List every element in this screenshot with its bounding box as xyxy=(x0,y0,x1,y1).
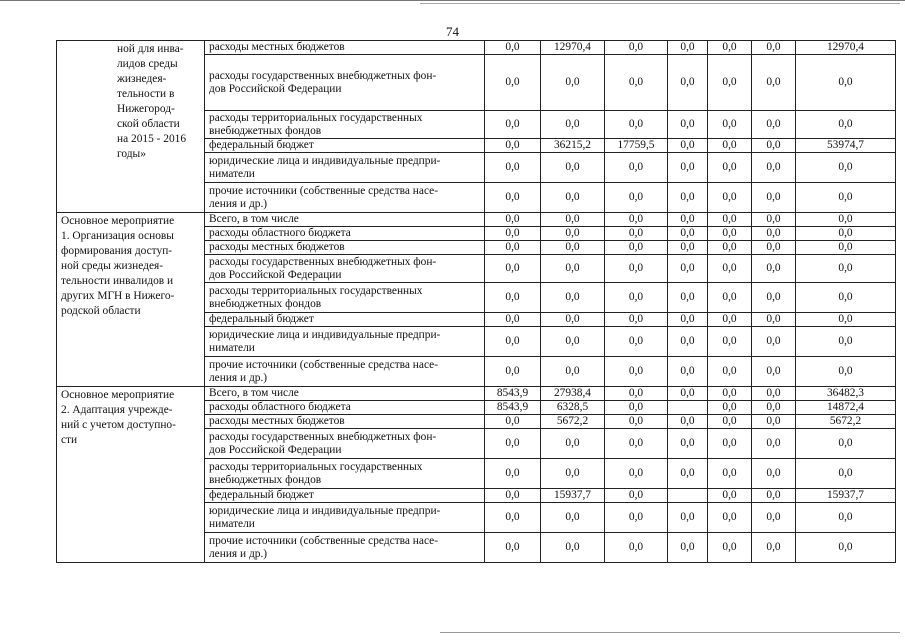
amount-cell: 0,0 xyxy=(605,387,668,401)
amount-cell: 0,0 xyxy=(708,213,752,227)
amount-cell: 0,0 xyxy=(752,227,796,241)
amount-cell: 0,0 xyxy=(485,327,541,357)
amount-cell: 0,0 xyxy=(541,55,605,111)
amount-cell: 8543,9 xyxy=(485,387,541,401)
amount-cell: 36482,3 xyxy=(796,387,896,401)
amount-cell: 0,0 xyxy=(796,55,896,111)
amount-cell: 0,0 xyxy=(752,183,796,213)
amount-cell: 0,0 xyxy=(668,327,708,357)
financing-table xyxy=(56,40,896,563)
amount-cell: 0,0 xyxy=(752,55,796,111)
amount-cell: 0,0 xyxy=(708,533,752,563)
funding-source-cell: расходы государственных внебюджетных фон- дов Российской Федерации xyxy=(205,55,485,111)
amount-cell: 0,0 xyxy=(541,459,605,489)
amount-cell: 0,0 xyxy=(605,429,668,459)
funding-source-cell: прочие источники (собственные средства насе- ления и др.) xyxy=(205,357,485,387)
amount-cell: 0,0 xyxy=(708,227,752,241)
amount-cell: 0,0 xyxy=(708,415,752,429)
amount-cell: 0,0 xyxy=(752,459,796,489)
funding-source-cell: федеральный бюджет xyxy=(205,489,485,503)
amount-cell: 0,0 xyxy=(485,111,541,139)
amount-cell: 0,0 xyxy=(668,41,708,55)
amount-cell: 0,0 xyxy=(605,111,668,139)
amount-cell: 0,0 xyxy=(605,283,668,313)
program-description-cell: Основное мероприятие 2. Адаптация учрежде- ний с учетом доступно- сти xyxy=(57,387,205,563)
amount-cell: 0,0 xyxy=(796,183,896,213)
amount-cell: 0,0 xyxy=(796,241,896,255)
amount-cell: 0,0 xyxy=(708,327,752,357)
amount-cell: 0,0 xyxy=(708,503,752,533)
amount-cell: 0,0 xyxy=(485,213,541,227)
amount-cell: 0,0 xyxy=(668,55,708,111)
amount-cell: 0,0 xyxy=(541,153,605,183)
amount-cell: 0,0 xyxy=(485,489,541,503)
amount-cell: 0,0 xyxy=(485,415,541,429)
amount-cell: 0,0 xyxy=(541,213,605,227)
amount-cell: 0,0 xyxy=(796,153,896,183)
amount-cell: 0,0 xyxy=(605,415,668,429)
amount-cell: 0,0 xyxy=(605,153,668,183)
amount-cell: 0,0 xyxy=(485,503,541,533)
amount-cell: 0,0 xyxy=(752,283,796,313)
amount-cell xyxy=(668,401,708,415)
funding-source-cell: прочие источники (собственные средства насе- ления и др.) xyxy=(205,533,485,563)
amount-cell: 0,0 xyxy=(708,111,752,139)
amount-cell: 0,0 xyxy=(485,41,541,55)
amount-cell: 0,0 xyxy=(668,153,708,183)
amount-cell: 0,0 xyxy=(668,283,708,313)
amount-cell: 0,0 xyxy=(485,255,541,283)
bottom-rule xyxy=(440,632,900,633)
amount-cell: 0,0 xyxy=(485,183,541,213)
top-rule-secondary xyxy=(420,3,900,4)
amount-cell: 0,0 xyxy=(668,227,708,241)
amount-cell: 0,0 xyxy=(752,357,796,387)
amount-cell: 0,0 xyxy=(796,213,896,227)
funding-source-cell: расходы государственных внебюджетных фон- дов Российской Федерации xyxy=(205,255,485,283)
amount-cell: 0,0 xyxy=(605,533,668,563)
amount-cell: 0,0 xyxy=(752,241,796,255)
amount-cell: 0,0 xyxy=(752,213,796,227)
amount-cell: 0,0 xyxy=(708,183,752,213)
amount-cell: 0,0 xyxy=(796,429,896,459)
amount-cell: 0,0 xyxy=(668,533,708,563)
amount-cell: 0,0 xyxy=(752,327,796,357)
funding-source-cell: федеральный бюджет xyxy=(205,313,485,327)
amount-cell: 0,0 xyxy=(708,313,752,327)
amount-cell: 0,0 xyxy=(605,459,668,489)
amount-cell: 0,0 xyxy=(752,313,796,327)
amount-cell: 0,0 xyxy=(541,241,605,255)
amount-cell: 0,0 xyxy=(668,387,708,401)
amount-cell: 0,0 xyxy=(541,429,605,459)
amount-cell: 0,0 xyxy=(708,357,752,387)
amount-cell: 0,0 xyxy=(485,429,541,459)
funding-source-cell: юридические лица и индивидуальные предпри- ниматели xyxy=(205,153,485,183)
amount-cell: 0,0 xyxy=(668,183,708,213)
amount-cell: 0,0 xyxy=(708,241,752,255)
amount-cell: 0,0 xyxy=(541,313,605,327)
table-row xyxy=(57,41,896,55)
amount-cell: 0,0 xyxy=(668,357,708,387)
amount-cell: 0,0 xyxy=(752,489,796,503)
amount-cell: 5672,2 xyxy=(796,415,896,429)
amount-cell: 0,0 xyxy=(752,387,796,401)
amount-cell: 0,0 xyxy=(668,429,708,459)
funding-source-cell: юридические лица и индивидуальные предпри- ниматели xyxy=(205,327,485,357)
program-description-cell: Основное мероприятие 1. Организация основы формирования доступ- ной среды жизнедея- тельности инвалидов и других МГН в Нижего- родской области xyxy=(57,213,205,387)
amount-cell: 0,0 xyxy=(668,503,708,533)
top-rule xyxy=(0,0,905,1)
amount-cell: 53974,7 xyxy=(796,139,896,153)
amount-cell: 0,0 xyxy=(605,227,668,241)
amount-cell: 0,0 xyxy=(796,327,896,357)
amount-cell: 0,0 xyxy=(752,401,796,415)
amount-cell: 15937,7 xyxy=(796,489,896,503)
amount-cell: 0,0 xyxy=(485,459,541,489)
amount-cell: 0,0 xyxy=(605,183,668,213)
amount-cell: 0,0 xyxy=(796,357,896,387)
amount-cell: 0,0 xyxy=(752,111,796,139)
amount-cell: 0,0 xyxy=(605,55,668,111)
amount-cell: 0,0 xyxy=(796,255,896,283)
funding-source-cell: Всего, в том числе xyxy=(205,213,485,227)
amount-cell: 0,0 xyxy=(605,41,668,55)
amount-cell: 0,0 xyxy=(605,489,668,503)
amount-cell: 0,0 xyxy=(541,503,605,533)
amount-cell: 0,0 xyxy=(541,255,605,283)
amount-cell: 14872,4 xyxy=(796,401,896,415)
amount-cell: 0,0 xyxy=(605,401,668,415)
amount-cell: 0,0 xyxy=(708,387,752,401)
amount-cell: 0,0 xyxy=(485,533,541,563)
amount-cell: 0,0 xyxy=(605,327,668,357)
amount-cell: 0,0 xyxy=(605,213,668,227)
funding-source-cell: прочие источники (собственные средства насе- ления и др.) xyxy=(205,183,485,213)
amount-cell: 0,0 xyxy=(796,503,896,533)
amount-cell: 0,0 xyxy=(541,357,605,387)
amount-cell xyxy=(668,489,708,503)
program-description-cell: ной для инва- лидов среды жизнедея- тельности в Нижегород- ской области на 2015 - 2016 годы» xyxy=(57,41,205,213)
amount-cell: 0,0 xyxy=(541,533,605,563)
amount-cell: 0,0 xyxy=(541,327,605,357)
amount-cell: 0,0 xyxy=(752,139,796,153)
amount-cell: 0,0 xyxy=(485,55,541,111)
amount-cell: 6328,5 xyxy=(541,401,605,415)
amount-cell: 0,0 xyxy=(708,139,752,153)
amount-cell: 0,0 xyxy=(708,283,752,313)
amount-cell: 12970,4 xyxy=(541,41,605,55)
amount-cell: 0,0 xyxy=(796,283,896,313)
funding-source-cell: расходы областного бюджета xyxy=(205,227,485,241)
amount-cell: 0,0 xyxy=(541,227,605,241)
amount-cell: 0,0 xyxy=(605,357,668,387)
amount-cell: 0,0 xyxy=(668,111,708,139)
funding-source-cell: федеральный бюджет xyxy=(205,139,485,153)
funding-source-cell: расходы государственных внебюджетных фон- дов Российской Федерации xyxy=(205,429,485,459)
amount-cell: 5672,2 xyxy=(541,415,605,429)
amount-cell: 0,0 xyxy=(796,313,896,327)
amount-cell: 0,0 xyxy=(668,139,708,153)
amount-cell: 0,0 xyxy=(796,533,896,563)
amount-cell: 0,0 xyxy=(708,401,752,415)
amount-cell: 0,0 xyxy=(668,241,708,255)
table-row xyxy=(57,387,896,401)
amount-cell: 0,0 xyxy=(708,153,752,183)
amount-cell: 0,0 xyxy=(708,459,752,489)
amount-cell: 0,0 xyxy=(485,357,541,387)
amount-cell: 0,0 xyxy=(752,41,796,55)
amount-cell: 0,0 xyxy=(605,503,668,533)
table-row xyxy=(57,213,896,227)
amount-cell: 0,0 xyxy=(668,255,708,283)
amount-cell: 0,0 xyxy=(796,459,896,489)
amount-cell: 0,0 xyxy=(752,503,796,533)
amount-cell: 0,0 xyxy=(541,283,605,313)
amount-cell: 0,0 xyxy=(708,489,752,503)
amount-cell: 0,0 xyxy=(752,255,796,283)
amount-cell: 0,0 xyxy=(668,459,708,489)
amount-cell: 0,0 xyxy=(605,241,668,255)
amount-cell: 36215,2 xyxy=(541,139,605,153)
amount-cell: 0,0 xyxy=(752,533,796,563)
amount-cell: 0,0 xyxy=(485,313,541,327)
amount-cell: 17759,5 xyxy=(605,139,668,153)
funding-source-cell: расходы территориальных государственных внебюджетных фондов xyxy=(205,283,485,313)
funding-source-cell: расходы местных бюджетов xyxy=(205,241,485,255)
amount-cell: 0,0 xyxy=(668,313,708,327)
funding-source-cell: расходы местных бюджетов xyxy=(205,41,485,55)
amount-cell: 0,0 xyxy=(668,213,708,227)
funding-source-cell: расходы территориальных государственных внебюджетных фондов xyxy=(205,111,485,139)
amount-cell: 0,0 xyxy=(485,153,541,183)
amount-cell: 0,0 xyxy=(708,429,752,459)
amount-cell: 0,0 xyxy=(541,111,605,139)
funding-source-cell: Всего, в том числе xyxy=(205,387,485,401)
amount-cell: 0,0 xyxy=(796,227,896,241)
amount-cell: 0,0 xyxy=(708,41,752,55)
amount-cell: 12970,4 xyxy=(796,41,896,55)
amount-cell: 0,0 xyxy=(485,283,541,313)
amount-cell: 0,0 xyxy=(708,55,752,111)
amount-cell: 0,0 xyxy=(485,227,541,241)
amount-cell: 0,0 xyxy=(605,313,668,327)
funding-source-cell: расходы территориальных государственных внебюджетных фондов xyxy=(205,459,485,489)
amount-cell: 8543,9 xyxy=(485,401,541,415)
amount-cell: 0,0 xyxy=(485,241,541,255)
amount-cell: 0,0 xyxy=(541,183,605,213)
page-number: 74 xyxy=(446,24,459,39)
financing-table-body xyxy=(57,41,896,563)
amount-cell: 0,0 xyxy=(485,139,541,153)
amount-cell: 0,0 xyxy=(605,255,668,283)
amount-cell: 0,0 xyxy=(708,255,752,283)
amount-cell: 0,0 xyxy=(752,153,796,183)
funding-source-cell: расходы областного бюджета xyxy=(205,401,485,415)
amount-cell: 15937,7 xyxy=(541,489,605,503)
amount-cell: 27938,4 xyxy=(541,387,605,401)
amount-cell: 0,0 xyxy=(668,415,708,429)
amount-cell: 0,0 xyxy=(796,111,896,139)
funding-source-cell: юридические лица и индивидуальные предпри- ниматели xyxy=(205,503,485,533)
amount-cell: 0,0 xyxy=(752,429,796,459)
funding-source-cell: расходы местных бюджетов xyxy=(205,415,485,429)
amount-cell: 0,0 xyxy=(752,415,796,429)
